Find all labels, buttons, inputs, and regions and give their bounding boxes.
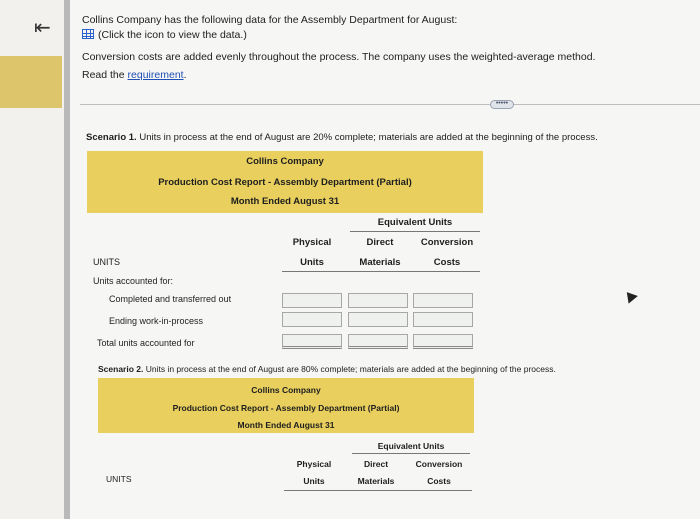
scenario1-company: Collins Company <box>246 156 324 167</box>
scenario1-completed-label: Completed and transferred out <box>109 294 232 304</box>
scenario1-text <box>86 132 598 143</box>
scenario2-desc: Units in process at the end of August are 80% complete; materials are added at the beginning of the process. <box>143 364 556 374</box>
scenario2-label: Scenario 2. <box>98 364 144 374</box>
scenario2-text <box>98 364 556 374</box>
s1-completed-materials-input[interactable] <box>348 293 408 308</box>
scenario1-label: Scenario 1. <box>86 132 137 143</box>
scenario2-conversion: Conversion <box>415 459 463 469</box>
scenario2-physical: Physical <box>296 459 332 469</box>
requirement-suffix: . <box>183 69 187 81</box>
scenario1-direct: Direct <box>366 237 394 248</box>
s1-ending-physical-input[interactable] <box>282 312 342 327</box>
scenario1-materials: Materials <box>359 257 401 268</box>
scenario2-cols-underline <box>284 490 472 491</box>
scenario1-units-header: UNITS <box>93 257 120 267</box>
requirement-prefix: Read the <box>82 69 128 81</box>
s1-ending-conversion-input[interactable] <box>413 312 473 327</box>
scenario1-eq-underline <box>350 231 480 232</box>
requirement-line <box>82 69 187 81</box>
scenario2-period: Month Ended August 31 <box>237 420 335 430</box>
scenario1-desc: Units in process at the end of August are 20% complete; materials are added at the beginning of the process. <box>136 132 598 143</box>
s1-ending-materials-input[interactable] <box>348 312 408 327</box>
scenario1-eq-units: Equivalent Units <box>377 217 453 228</box>
scenario2-units-header: UNITS <box>106 474 132 484</box>
scenario1-period: Month Ended August 31 <box>230 196 340 207</box>
scenario2-company: Collins Company <box>251 385 321 395</box>
s1-completed-physical-input[interactable] <box>282 293 342 308</box>
data-table-icon[interactable] <box>82 29 94 39</box>
scenario2-materials: Materials <box>357 476 395 486</box>
left-scrollbar[interactable] <box>64 0 70 519</box>
back-arrow-icon[interactable]: ⇤ <box>34 17 51 39</box>
scenario1-total-label: Total units accounted for <box>97 338 195 348</box>
left-highlight-strip <box>0 56 62 108</box>
intro-line-3: Conversion costs are added evenly throughout the process. The company uses the weighted-average method. <box>82 51 596 63</box>
scenario1-units-col: Units <box>300 257 324 268</box>
s1-total-materials-input[interactable] <box>348 334 408 349</box>
intro-line-1: Collins Company has the following data for the Assembly Department for August: <box>82 14 458 26</box>
scenario1-ending-label: Ending work-in-process <box>109 316 204 326</box>
scenario1-accounted-for: Units accounted for: <box>93 276 174 286</box>
more-options-icon[interactable]: ••••• <box>490 100 514 109</box>
requirement-link[interactable]: requirement <box>127 69 184 81</box>
section-divider <box>80 104 700 105</box>
scenario2-direct: Direct <box>363 459 389 469</box>
scenario2-costs: Costs <box>427 476 451 486</box>
scenario1-conversion: Conversion <box>420 237 474 248</box>
s1-total-physical-input[interactable] <box>282 334 342 349</box>
scenario2-units-col: Units <box>303 476 325 486</box>
s1-completed-conversion-input[interactable] <box>413 293 473 308</box>
scenario1-cols-underline <box>282 271 480 272</box>
scenario1-costs: Costs <box>433 257 461 268</box>
scenario2-eq-underline <box>352 453 470 454</box>
scenario2-report-title: Production Cost Report - Assembly Department (Partial) <box>172 403 400 413</box>
view-data-link[interactable]: (Click the icon to view the data.) <box>98 29 247 41</box>
scenario1-report-title: Production Cost Report - Assembly Department (Partial) <box>158 177 412 188</box>
scenario2-eq-units: Equivalent Units <box>377 441 445 451</box>
s1-total-conversion-input[interactable] <box>413 334 473 349</box>
scenario1-physical: Physical <box>292 237 332 248</box>
